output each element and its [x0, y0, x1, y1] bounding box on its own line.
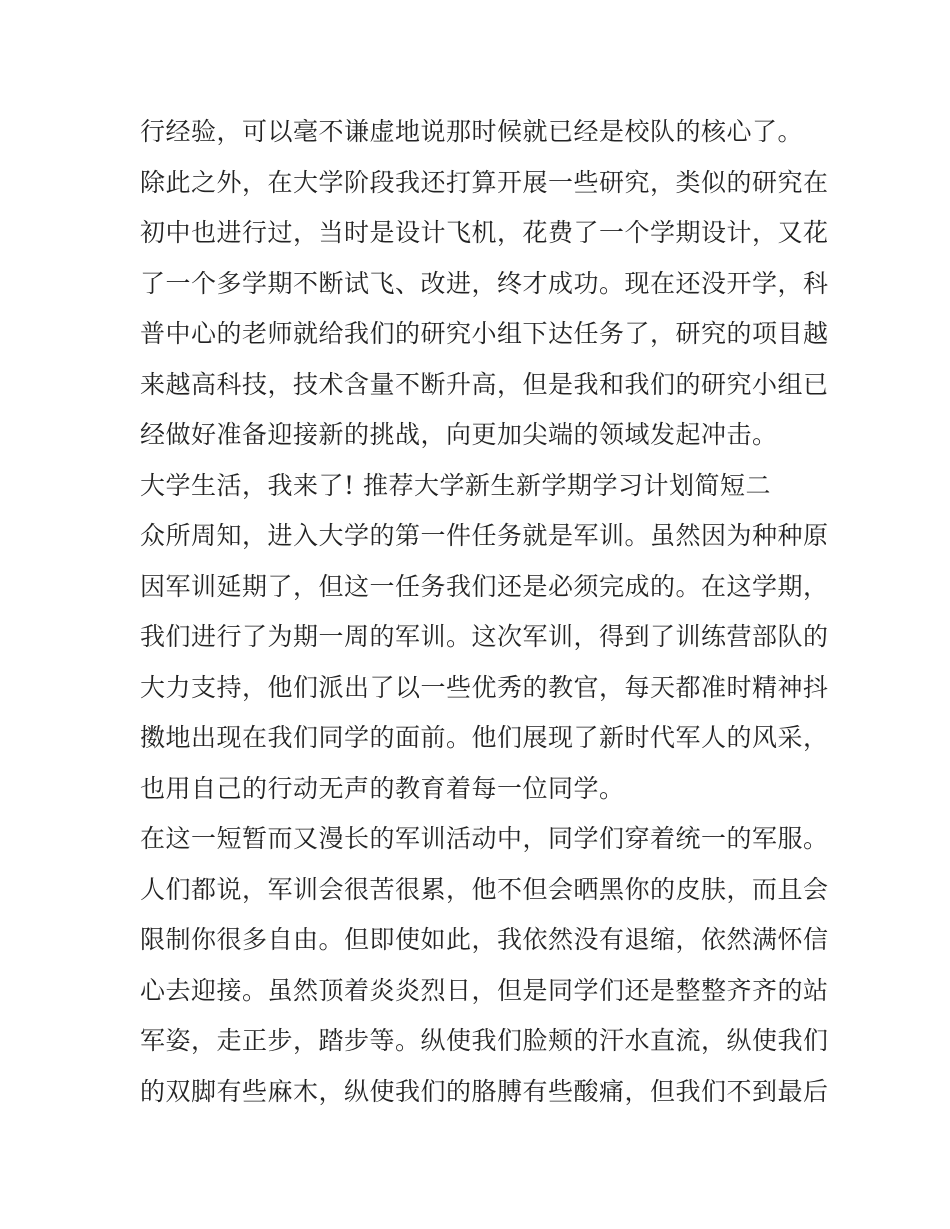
- text-line: 众所周知，进入大学的第一件任务就是军训。虽然因为种种原: [140, 521, 829, 550]
- text-line: 普中心的老师就给我们的研究小组下达任务了，研究的项目越: [140, 319, 829, 348]
- text-line: 也用自己的行动无声的教育着每一位同学。: [140, 773, 625, 803]
- text-line: 军姿，走正步，踏步等。纵使我们脸颊的汗水直流，纵使我们: [140, 1026, 829, 1055]
- document-body: [140, 107, 829, 1117]
- text-line: 因军训延期了，但这一任务我们还是必须完成的。在这学期，: [140, 571, 829, 601]
- text-line: 擞地出现在我们同学的面前。他们展现了新时代军人的风采，: [140, 723, 829, 752]
- text-line: 经做好准备迎接新的挑战，向更加尖端的领域发起冲击。: [140, 420, 778, 449]
- text-line: 初中也进行过，当时是设计飞机，花费了一个学期设计，又花: [140, 218, 829, 247]
- text-line: 人们都说，军训会很苦很累，他不但会晒黑你的皮肤，而且会: [140, 874, 829, 904]
- text-line: 的双脚有些麻木，纵使我们的胳膊有些酸痛，但我们不到最后: [140, 1076, 829, 1106]
- text-line: 限制你很多自由。但即使如此，我依然没有退缩，依然满怀信: [140, 925, 829, 954]
- text-line: 大力支持，他们派出了以一些优秀的教官，每天都准时精神抖: [140, 672, 829, 702]
- text-line: 在这一短暂而又漫长的军训活动中，同学们穿着统一的军服。: [140, 824, 829, 853]
- text-line: 我们进行了为期一周的军训。这次军训，得到了训练营部队的: [140, 622, 829, 651]
- text-line: 行经验，可以毫不谦虚地说那时候就已经是校队的核心了。: [140, 117, 804, 146]
- section-heading: 大学生活，我来了! 推荐大学新生新学期学习计划简短二: [140, 470, 771, 500]
- text-line: 心去迎接。虽然顶着炎炎烈日，但是同学们还是整整齐齐的站: [140, 975, 829, 1005]
- text-line: 来越高科技，技术含量不断升高，但是我和我们的研究小组已: [140, 369, 829, 399]
- text-line: 除此之外，在大学阶段我还打算开展一些研究，类似的研究在: [140, 167, 829, 197]
- text-line: 了一个多学期不断试飞、改进，终才成功。现在还没开学，科: [140, 268, 829, 298]
